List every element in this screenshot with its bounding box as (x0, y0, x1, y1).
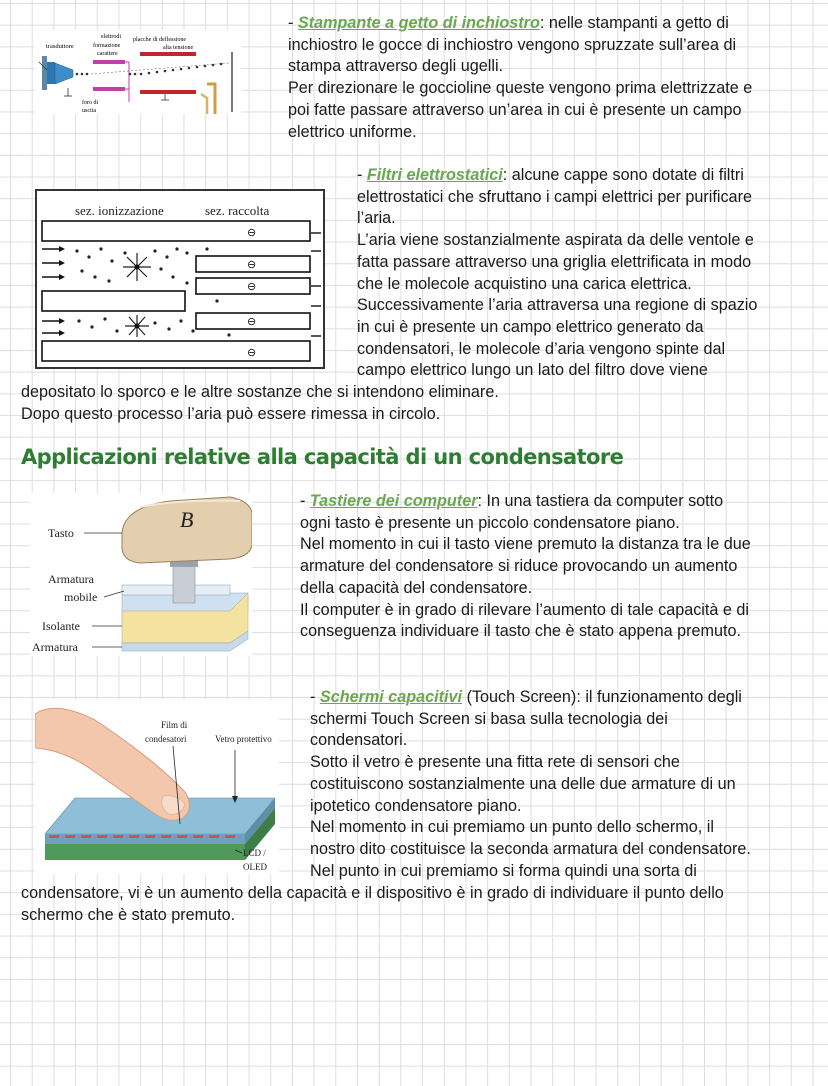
inkjet-line: elettrico uniforme. (288, 122, 417, 141)
filters-line: condensatori, le molecole d’aria vengono spinte dal (357, 339, 726, 358)
svg-text:⊖: ⊖ (247, 227, 257, 239)
label-alta-tensione: alta tensione (163, 45, 194, 51)
filters-sep: : (502, 166, 508, 184)
label-foro: foro di (82, 100, 99, 106)
touch-line: condensatori. (310, 731, 408, 750)
inkjet-first-line: - Stampante a getto di inchiostro: nelle stampanti a getto di (288, 14, 729, 32)
filters-line: che le molecole acquistino una carica elettrica. (357, 274, 692, 293)
filters-full-text (21, 382, 811, 425)
touch-line: costituiscono sostanzialmente una delle due armature di un (310, 774, 736, 793)
svg-text:⊖: ⊖ (247, 316, 257, 328)
label-armatura-mobile-1: Armatura (48, 572, 94, 586)
label-tasto: Tasto (48, 526, 74, 540)
label-ionizzazione: sez. ionizzazione (75, 203, 164, 218)
touch-first-line: - Schermi capacitivi (Touch Screen): il funzionamento degli (310, 688, 742, 706)
filters-full-line: depositato lo sporco e le altre sostanze che si intendono eliminare. (21, 383, 499, 401)
label-condesatori: condesatori (145, 734, 187, 744)
filters-first-line: - Filtri elettrostatici: alcune cappe sono dotate di filtri (357, 166, 744, 184)
label-vetro: Vetro protettivo (215, 734, 272, 744)
filters-line: in cui è presente un campo elettrico generato da (357, 317, 704, 336)
inkjet-line: Per direzionare le goccioline queste vengono prima elettrizzate e (288, 79, 753, 98)
filters-line: fatta passare attraverso una griglia elettrificata in modo (357, 252, 752, 271)
touch-full-text (21, 883, 821, 926)
keyboard-line: della capacità del condensatore. (300, 578, 533, 597)
keyboard-sep: : (477, 492, 483, 510)
label-film: Film di (161, 720, 188, 730)
filters-first-rest: alcune cappe sono dotate di filtri (511, 166, 744, 184)
filters-line: l’aria. (357, 209, 396, 228)
keyboard-key-diagram (30, 493, 252, 656)
inkjet-line: inchiostro le gocce di inchiostro vengono spruzzate sull’area di (288, 35, 737, 54)
svg-text:⊖: ⊖ (247, 281, 257, 293)
touch-line: schermi Touch Screen si basa sulla tecnologia dei (310, 709, 668, 728)
filters-line: campo elettrico lungo un lato del filtro dove viene (357, 361, 708, 380)
svg-text:⊖: ⊖ (247, 347, 257, 359)
filters-line: elettrostatici che sfruttano i campi elettrici per purificare (357, 187, 752, 206)
svg-text:⊖: ⊖ (247, 259, 257, 271)
inkjet-title: Stampante a getto di inchiostro (297, 14, 540, 32)
filters-text (357, 165, 819, 382)
keyboard-first-rest: In una tastiera da computer sotto (486, 492, 724, 510)
key-letter: B (180, 507, 194, 532)
inkjet-text (288, 13, 818, 143)
label-placche: placche di deflessione (133, 37, 186, 43)
keyboard-text (300, 491, 820, 643)
section-heading: Applicazioni relative alla capacità di un condensatore (21, 445, 624, 469)
touch-first-rest: (Touch Screen): il funzionamento degli (466, 688, 742, 706)
touch-line: nostro dito costituisce la seconda armatura del condensatore. (310, 839, 751, 858)
label-trasduttore: trasduttore (46, 43, 74, 50)
inkjet-first-rest: nelle stampanti a getto di (548, 14, 729, 32)
label-oled: OLED (243, 862, 267, 872)
label-armatura: Armatura (32, 640, 78, 654)
label-formazione: formazione (93, 43, 121, 49)
keyboard-line: ogni tasto è presente un piccolo condensatore piano. (300, 513, 680, 532)
filters-line: Successivamente l’aria attraversa una regione di spazio (357, 296, 758, 315)
label-lcd: LCD / (243, 848, 266, 858)
touch-full-line: condensatore, vi è un aumento della capacità e il dispositivo è in grado di individuare il punto dello (21, 884, 724, 902)
touch-line: ipotetico condensatore piano. (310, 796, 522, 815)
keyboard-line: armature del condensatore si riduce provocando un aumento (300, 557, 738, 576)
touch-line: Nel momento in cui premiamo un punto dello schermo, il (310, 818, 714, 837)
keyboard-line: Nel momento in cui il tasto viene premuto la distanza tra le due (300, 535, 751, 554)
keyboard-line: conseguenza individuare il tasto che è stato appena premuto. (300, 622, 741, 641)
touch-full-line: schermo che è stato premuto. (21, 905, 236, 924)
filters-title: Filtri elettrostatici (366, 166, 503, 184)
inkjet-sep: : (539, 14, 545, 32)
touch-line: Sotto il vetro è presente una fitta rete di sensori che (310, 753, 680, 772)
keyboard-first-line: - Tastiere dei computer: In una tastiera da computer sotto (300, 492, 724, 510)
keyboard-title: Tastiere dei computer (309, 492, 478, 510)
touch-line: Nel punto in cui premiamo si forma quindi una sorta di (310, 861, 697, 880)
touchscreen-finger-diagram (35, 700, 279, 874)
label-carattere: carattere (97, 51, 118, 57)
label-raccolta: sez. raccolta (205, 203, 270, 218)
filters-full-line: Dopo questo processo l’aria può essere rimessa in circolo. (21, 404, 441, 423)
label-armatura-mobile-2: mobile (64, 590, 98, 604)
inkjet-diagram (35, 30, 241, 114)
label-elettrodi: elettrodi (101, 34, 121, 40)
inkjet-line: poi fatte passare attraverso un’area in cui è presente un campo (288, 100, 742, 119)
electrostatic-filter-diagram (35, 189, 325, 369)
touch-title: Schermi capacitivi (319, 688, 463, 706)
label-uscita: uscita (82, 108, 96, 114)
filters-line: L’aria viene sostanzialmente aspirata da delle ventole e (357, 231, 754, 250)
label-isolante: Isolante (42, 619, 80, 633)
keyboard-line: Il computer è in grado di rilevare l’aumento di tale capacità e di (300, 600, 749, 619)
touch-text (310, 687, 820, 882)
inkjet-line: stampa attraverso degli ugelli. (288, 57, 504, 76)
